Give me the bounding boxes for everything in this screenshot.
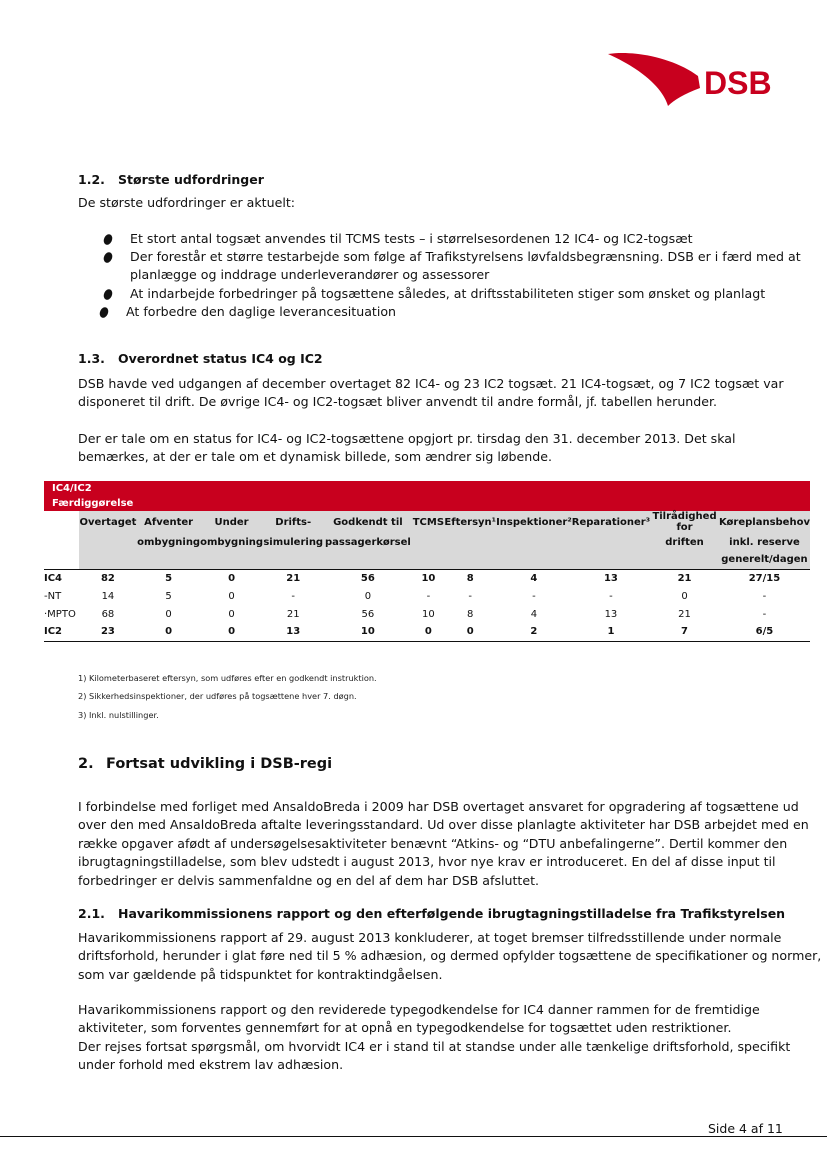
table-title-row xyxy=(44,481,810,496)
paragraph-1-3-b: Der er tale om en status for IC4- og IC2-togsættene opgjort pr. tirsdag den 31. december 2013. Det skal bemærkes, at der er tale om et dynamisk billede, som ændrer sig løbende. xyxy=(78,431,736,465)
table-header-row: generelt/dagen xyxy=(44,551,810,569)
list-item: Et stort antal togsæt anvendes til TCMS tests – i størrelsesordenen 12 IC4- og IC2-togsæt xyxy=(104,230,801,248)
table-row: -NT 14 5 0 - 0 - - - - 0 - xyxy=(44,590,767,602)
heading-2: 2. Fortsat udvikling i DSB-regi xyxy=(78,756,333,772)
intro-1-2: De største udfordringer er aktuelt: xyxy=(78,195,296,210)
page-number: Side 4 af 11 xyxy=(708,1121,783,1136)
col-header: Eftersyn¹ xyxy=(444,511,496,533)
list-item: At indarbejde forbedringer på togsættene således, at driftsstabiliteten stiger som ønsket og planlagt xyxy=(104,285,801,303)
footer-divider xyxy=(0,1136,827,1137)
col-header: Inspektioner² xyxy=(496,511,572,533)
col-header: Reparationer³ xyxy=(572,511,650,533)
bullet-icon xyxy=(102,251,114,264)
heading-1-2: 1.2. Største udfordringer xyxy=(78,172,264,187)
challenge-list xyxy=(104,230,801,321)
paragraph-2: I forbindelse med forliget med AnsaldoBreda i 2009 har DSB overtaget ansvaret for opgradering af togsættene ud over den med AnsaldoBreda aftalte leveringsstandard. Ud over disse planlagte aktiviteter har DSB arbejdet med en række opgaver afødt af undersøgelsesaktiviteter benævnt “Atkins- og “DTU anbefalingerne”. Dertil kommer den ibrugtagningstilladelse, som blev udstedt i august 2013, hvor nye krav er introduceret. En del af disse input til forbedringer er delvis sammenfaldne og en del af dem har DSB afsluttet. xyxy=(78,799,809,888)
col-header: Afventer xyxy=(137,511,200,533)
heading-2-1: 2.1. Havarikommissionens rapport og den efterfølgende ibrugtagningstilladelse fra Trafikstyrelsen xyxy=(78,906,786,921)
paragraph-2-1-a: Havarikommissionens rapport af 29. august 2013 konkluderer, at toget bremser tilfredsstillende under normale driftsforhold, herunder i glat føre ned til 5 % adhæsion, og dermed opfylder togsættene de specifikationer og normer, som var gældende på tidspunktet for kontraktindgåelsen. xyxy=(78,930,822,982)
list-item-continued: planlægge og inddrage underleverandører og assessorer xyxy=(130,267,490,283)
list-item: Der forestår et større testarbejde som følge af Trafikstyrelsens løvfaldsbegrænsning. DSB er i færd med at xyxy=(104,248,801,266)
heading-1-3: 1.3. Overordnet status IC4 og IC2 xyxy=(78,351,323,366)
col-header: Under xyxy=(200,511,263,533)
col-header: Køreplansbehov xyxy=(719,511,810,533)
paragraph-1-3-a: DSB havde ved udgangen af december overtaget 82 IC4- og 23 IC2 togsæt. 21 IC4-togsæt, og 7 IC2 togsæt var disponeret til drift. De øvrige IC4- og IC2-togsæt bliver anvendt til andre formål, jf. tabellen herunder. xyxy=(78,376,784,410)
table-row: IC2 23 0 0 13 10 0 0 2 1 7 6/5 xyxy=(44,623,810,641)
col-header: Godkendt til xyxy=(323,511,412,533)
footnote: 1) Kilometerbaseret eftersyn, som udføres efter en godkendt instruktion. xyxy=(78,673,377,683)
table-subtitle: Færdiggørelse xyxy=(44,496,137,511)
logo-text: DSB xyxy=(704,65,772,101)
dsb-logo xyxy=(604,48,784,108)
table-title-row xyxy=(44,496,810,511)
paragraph-2-1-b: Havarikommissionens rapport og den reviderede typegodkendelse for IC4 danner rammen for de fremtidige aktiviteter, som forventes gennemført for at opnå en typegodkendelse for togsættet uden restriktioner. Der rejses fortsat spørgsmål, om hvorvidt IC4 er i stand til at standse under alle tænkelige driftsforhold, specifikt under forhold med ekstrem lav adhæsion. xyxy=(78,1002,791,1073)
table-row: IC4 82 5 0 21 56 10 8 4 13 21 27/15 xyxy=(44,572,781,584)
status-table xyxy=(44,481,810,642)
table-header-row xyxy=(44,511,810,533)
table-row: ·MPTO 68 0 0 21 56 10 8 4 13 21 - xyxy=(44,608,767,620)
bullet-icon xyxy=(102,233,114,246)
col-header: Drifts- xyxy=(263,511,323,533)
col-header: TCMS xyxy=(412,511,444,533)
bullet-icon xyxy=(98,306,110,319)
table-header-row: ombygning ombygning simulering passagerkørsel driften inkl. reserve xyxy=(44,533,810,551)
footnote: 3) Inkl. nulstillinger. xyxy=(78,710,159,720)
list-item: At forbedre den daglige leverancesituation xyxy=(100,303,797,321)
footnote: 2) Sikkerhedsinspektioner, der udføres på togsættene hver 7. døgn. xyxy=(78,691,357,701)
col-header: Overtaget xyxy=(79,511,137,533)
bullet-icon xyxy=(102,287,114,300)
col-header: Tilrådighed for xyxy=(650,511,719,533)
table-title: IC4/IC2 xyxy=(44,481,137,496)
